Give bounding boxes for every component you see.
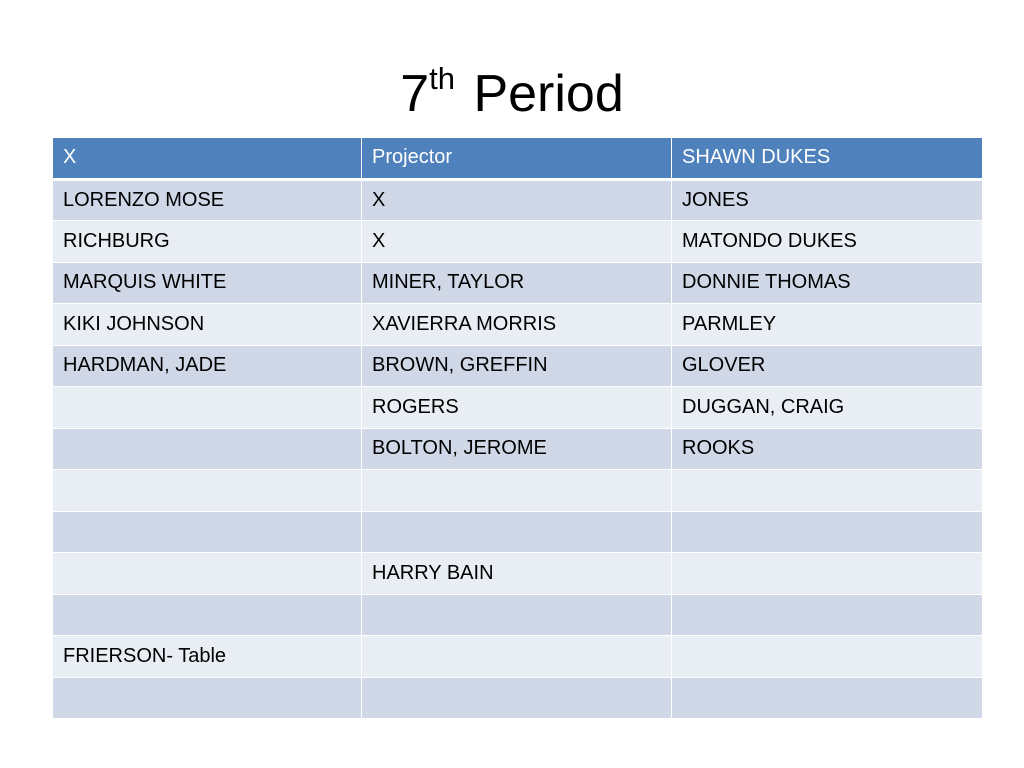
table-row xyxy=(53,345,983,387)
table-cell xyxy=(672,511,983,553)
table-cell: FRIERSON- Table xyxy=(53,636,362,678)
table-row xyxy=(53,511,983,553)
table-cell: DUGGAN, CRAIG xyxy=(672,387,983,429)
seating-table xyxy=(52,137,983,719)
table-cell: BROWN, GREFFIN xyxy=(362,345,672,387)
title-number: 7 xyxy=(400,65,430,123)
table-cell: GLOVER xyxy=(672,345,983,387)
table-cell xyxy=(362,636,672,678)
table-row xyxy=(53,553,983,595)
table-cell: RICHBURG xyxy=(53,221,362,263)
table-cell xyxy=(53,387,362,429)
table-cell: HARRY BAIN xyxy=(362,553,672,595)
table-cell xyxy=(672,636,983,678)
table-cell: BOLTON, JEROME xyxy=(362,428,672,470)
table-cell: MARQUIS WHITE xyxy=(53,262,362,304)
table-row xyxy=(53,179,983,221)
title-text: Period xyxy=(473,65,624,123)
table-cell: MINER, TAYLOR xyxy=(362,262,672,304)
header-cell-col1: X xyxy=(53,138,362,180)
table-cell xyxy=(672,594,983,636)
table-header xyxy=(53,138,983,180)
table-row xyxy=(53,636,983,678)
table-row xyxy=(53,470,983,512)
page-title xyxy=(0,58,1024,137)
table-body xyxy=(53,179,983,719)
table-cell xyxy=(53,428,362,470)
table-cell xyxy=(362,677,672,719)
table-cell xyxy=(53,470,362,512)
table-row xyxy=(53,262,983,304)
table-cell: X xyxy=(362,179,672,221)
table-row xyxy=(53,221,983,263)
table-row xyxy=(53,594,983,636)
table-cell: JONES xyxy=(672,179,983,221)
table-cell xyxy=(53,553,362,595)
table-cell xyxy=(362,594,672,636)
table-cell xyxy=(672,470,983,512)
table-cell: LORENZO MOSE xyxy=(53,179,362,221)
table-cell xyxy=(362,511,672,553)
table-cell xyxy=(672,553,983,595)
table-row xyxy=(53,387,983,429)
table-cell xyxy=(53,594,362,636)
header-cell-col2: Projector xyxy=(362,138,672,180)
table-cell: HARDMAN, JADE xyxy=(53,345,362,387)
table-row xyxy=(53,428,983,470)
table-cell: XAVIERRA MORRIS xyxy=(362,304,672,346)
table-cell xyxy=(672,677,983,719)
header-row xyxy=(53,138,983,180)
table-cell xyxy=(53,511,362,553)
table-row xyxy=(53,677,983,719)
table-cell: MATONDO DUKES xyxy=(672,221,983,263)
table-cell: ROGERS xyxy=(362,387,672,429)
title-ordinal-suffix: th xyxy=(429,61,455,96)
header-cell-col3: SHAWN DUKES xyxy=(672,138,983,180)
table-cell: KIKI JOHNSON xyxy=(53,304,362,346)
table-cell: ROOKS xyxy=(672,428,983,470)
table-cell: DONNIE THOMAS xyxy=(672,262,983,304)
table-cell: PARMLEY xyxy=(672,304,983,346)
table-cell xyxy=(362,470,672,512)
table-cell: X xyxy=(362,221,672,263)
table-row xyxy=(53,304,983,346)
table-cell xyxy=(53,677,362,719)
